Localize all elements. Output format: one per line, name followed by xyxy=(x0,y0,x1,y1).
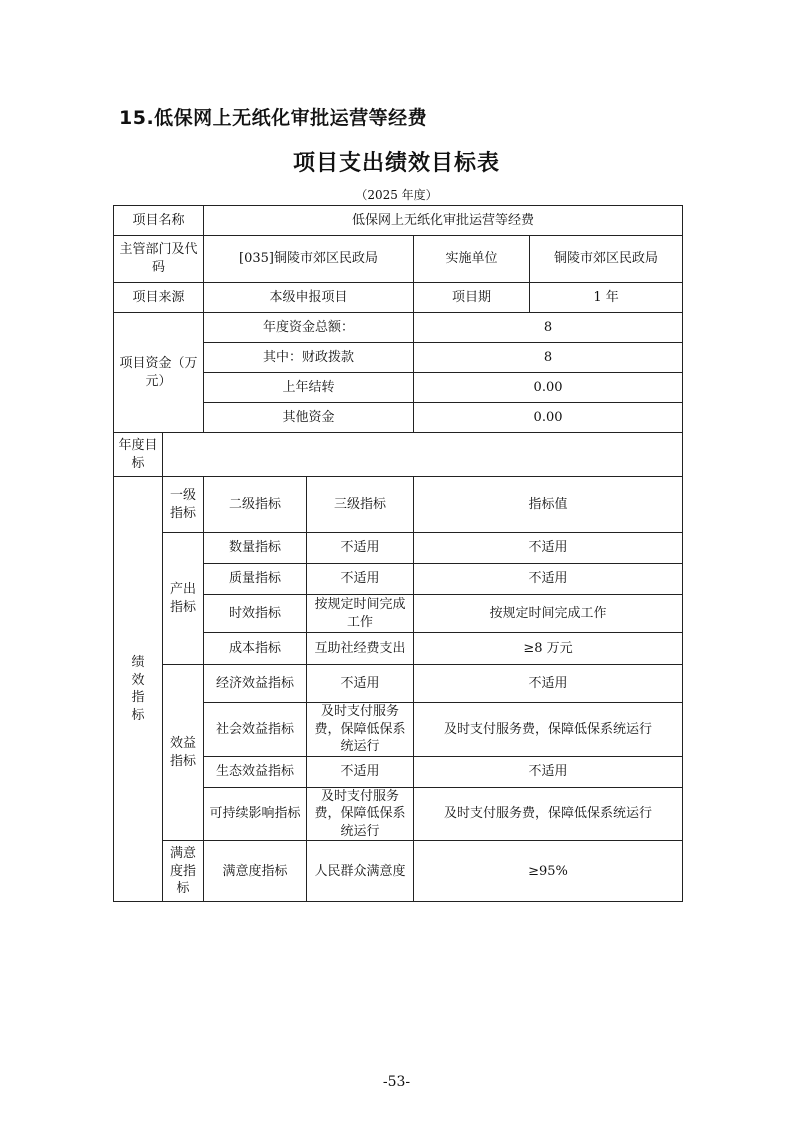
benefit-l2: 经济效益指标 xyxy=(204,665,307,703)
period-label: 项目期 xyxy=(414,283,530,313)
benefit-l3: 及时支付服务费，保障低保系统运行 xyxy=(307,787,414,841)
output-l3: 不适用 xyxy=(307,564,414,595)
output-l3: 互助社经费支出 xyxy=(307,633,414,665)
benefit-label: 效益指标 xyxy=(163,665,204,841)
year-note: （2025 年度） xyxy=(355,188,438,202)
funds-fiscal-label: 其中：财政拨款 xyxy=(204,343,414,373)
output-l2: 质量指标 xyxy=(204,564,307,595)
output-l2: 时效指标 xyxy=(204,595,307,633)
benefit-l2: 生态效益指标 xyxy=(204,756,307,787)
impl-label: 实施单位 xyxy=(414,236,530,283)
funds-total-value: 8 xyxy=(414,313,683,343)
funds-total-label: 年度资金总额： xyxy=(204,313,414,343)
benefit-l3: 不适用 xyxy=(307,665,414,703)
satisfaction-label: 满意度指标 xyxy=(163,841,204,902)
header-level3: 三级指标 xyxy=(307,477,414,533)
header-level2: 二级指标 xyxy=(204,477,307,533)
dept-value: [035]铜陵市郊区民政局 xyxy=(204,236,414,283)
source-value: 本级申报项目 xyxy=(204,283,414,313)
header-value: 指标值 xyxy=(414,477,683,533)
benefit-value: 及时支付服务费，保障低保系统运行 xyxy=(414,703,683,757)
output-l3: 不适用 xyxy=(307,533,414,564)
period-value: 1 年 xyxy=(530,283,683,313)
output-value: ≥8 万元 xyxy=(414,633,683,665)
funds-other-label: 其他资金 xyxy=(204,403,414,433)
funds-label: 项目资金（万元） xyxy=(114,313,204,433)
performance-target-table xyxy=(113,205,683,902)
benefit-value: 及时支付服务费，保障低保系统运行 xyxy=(414,787,683,841)
benefit-value: 不适用 xyxy=(414,665,683,703)
header-level1: 一级指标 xyxy=(163,477,204,533)
benefit-l2: 社会效益指标 xyxy=(204,703,307,757)
funds-carryover-label: 上年结转 xyxy=(204,373,414,403)
output-value: 不适用 xyxy=(414,533,683,564)
benefit-value: 不适用 xyxy=(414,756,683,787)
table-title: 项目支出绩效目标表 xyxy=(292,151,500,176)
output-value: 按规定时间完成工作 xyxy=(414,595,683,633)
annual-goal-label: 年度目标 xyxy=(114,433,163,477)
output-label: 产出指标 xyxy=(163,533,204,665)
source-label: 项目来源 xyxy=(114,283,204,313)
benefit-l3: 及时支付服务费，保障低保系统运行 xyxy=(307,703,414,757)
funds-fiscal-value: 8 xyxy=(414,343,683,373)
indicators-label: 绩效指标 xyxy=(114,477,163,902)
dept-label: 主管部门及代码 xyxy=(114,236,204,283)
satisfaction-value: ≥95% xyxy=(414,841,683,902)
output-l3: 按规定时间完成工作 xyxy=(307,595,414,633)
output-value: 不适用 xyxy=(414,564,683,595)
annual-goal-value xyxy=(163,433,683,477)
impl-value: 铜陵市郊区民政局 xyxy=(530,236,683,283)
satisfaction-l3: 人民群众满意度 xyxy=(307,841,414,902)
output-l2: 成本指标 xyxy=(204,633,307,665)
funds-other-value: 0.00 xyxy=(414,403,683,433)
section-heading: 15.低保网上无纸化审批运营等经费 xyxy=(119,107,428,129)
page-number: -53- xyxy=(382,1074,411,1090)
project-name-value: 低保网上无纸化审批运营等经费 xyxy=(204,206,683,236)
benefit-l2: 可持续影响指标 xyxy=(204,787,307,841)
output-l2: 数量指标 xyxy=(204,533,307,564)
project-name-label: 项目名称 xyxy=(114,206,204,236)
funds-carryover-value: 0.00 xyxy=(414,373,683,403)
benefit-l3: 不适用 xyxy=(307,756,414,787)
satisfaction-l2: 满意度指标 xyxy=(204,841,307,902)
